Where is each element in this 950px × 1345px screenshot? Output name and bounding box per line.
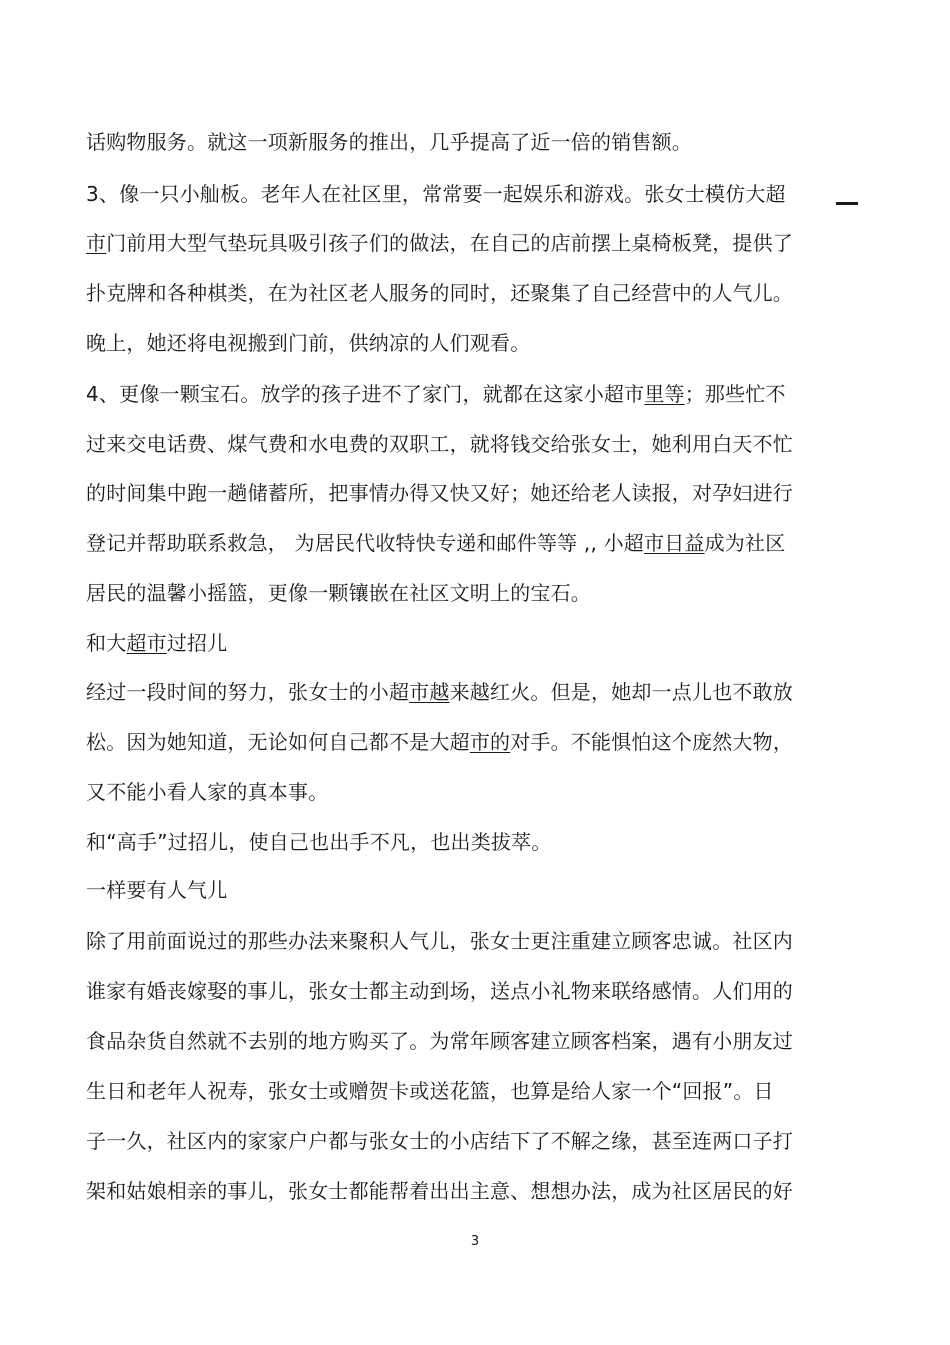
text-segment: 食品杂货自然就不去别的地方购买了。为常年顾客建立顾客档案，遇有小朋友过 xyxy=(86,1029,793,1053)
text-segment: 3、像一只小舢板。老年人在社区里，常常要一起娱乐和游戏。张女士模仿大超 xyxy=(86,182,786,206)
text-line xyxy=(86,678,793,706)
text-segment: 生日和老年人祝寿，张女士或赠贺卡或送花篮，也算是给人家一个“回报”。日 xyxy=(86,1079,774,1103)
text-line xyxy=(86,479,793,507)
underlined-text: 超市 xyxy=(126,631,167,655)
text-segment: 经过一段时间的努力，张女士的小超 xyxy=(86,680,410,704)
text-segment: 来越红火。但是，她却一点儿也不敢放 xyxy=(449,680,794,704)
text-line xyxy=(86,1077,774,1105)
text-segment: 门前用大型气垫玩具吸引孩子们的做法，在自己的店前摆上桌椅板凳，提供了 xyxy=(106,231,794,255)
text-segment: 扑克牌和各种棋类，在为社区老人服务的同时，还聚集了自己经营中的人气儿。 xyxy=(86,281,793,305)
text-line xyxy=(86,128,692,156)
text-segment: 松。因为她知道，无论如何自己都不是大超 xyxy=(86,730,470,754)
text-line xyxy=(86,430,793,458)
text-segment: 成为社区 xyxy=(704,531,786,555)
underlined-text: 里等 xyxy=(644,382,685,406)
text-segment: ；那些忙不 xyxy=(684,382,786,406)
text-segment: 4、更像一颗宝石。放学的孩子进不了家门，就都在这家小超市 xyxy=(86,382,645,406)
text-segment: 和“高手”过招儿，使自己也出手不凡，也出类拔萃。 xyxy=(86,830,552,854)
text-segment: 的时间集中跑一趟储蓄所，把事情办得又快又好；她还给老人读报，对孕妇进行 xyxy=(86,481,793,505)
text-line xyxy=(86,579,591,607)
text-segment: 过来交电话费、煤气费和水电费的双职工，就将钱交给张女士，她利用白天不忙 xyxy=(86,432,793,456)
text-segment: 子一久，社区内的家家户户都与张女士的小店结下了不解之缘，甚至连两口子打 xyxy=(86,1129,793,1153)
text-line xyxy=(86,180,786,208)
page-number: 3 xyxy=(470,1234,480,1249)
text-line xyxy=(86,728,793,756)
text-line xyxy=(86,279,793,307)
text-segment: 话购物服务。就这一项新服务的推出，几乎提高了近一倍的销售额。 xyxy=(86,130,692,154)
text-line xyxy=(86,1177,793,1205)
text-segment: 谁家有婚丧嫁娶的事儿，张女士都主动到场，送点小礼物来联络感情。人们用的 xyxy=(86,979,793,1003)
text-line xyxy=(86,927,793,955)
text-line xyxy=(86,778,328,806)
text-line xyxy=(86,876,227,904)
text-line xyxy=(86,529,785,557)
text-line xyxy=(86,380,786,408)
text-segment: 和大 xyxy=(86,631,127,655)
text-segment: 又不能小看人家的真本事。 xyxy=(86,780,329,804)
text-segment: 一样要有人气儿 xyxy=(86,878,228,902)
underlined-text: 市的 xyxy=(469,730,511,754)
text-segment: 除了用前面说过的那些办法来聚积人气儿，张女士更注重建立顾客忠诚。社区内 xyxy=(86,929,793,953)
text-line xyxy=(86,329,530,357)
text-segment: 居民的温馨小摇篮，更像一颗镶嵌在社区文明上的宝石。 xyxy=(86,581,591,605)
text-segment: 架和姑娘相亲的事儿，张女士都能帮着出出主意、想想办法，成为社区居民的好 xyxy=(86,1179,793,1203)
text-line xyxy=(86,229,793,257)
underlined-text: 市越 xyxy=(409,680,450,704)
text-segment: 对手。不能惧怕这个庞然大物， xyxy=(510,730,794,754)
text-line xyxy=(86,828,552,856)
text-line xyxy=(86,977,793,1005)
text-line xyxy=(86,1127,793,1155)
text-segment: 过招儿 xyxy=(166,631,228,655)
underlined-text: 市日益 xyxy=(644,531,705,555)
text-line xyxy=(86,1027,793,1055)
margin-dash-mark xyxy=(836,202,858,205)
text-segment: 登记并帮助联系救急， 为居民代收特快专递和邮件等等 ,, 小超 xyxy=(86,531,644,555)
text-line xyxy=(86,629,227,657)
text-segment: 晚上，她还将电视搬到门前，供纳凉的人们观看。 xyxy=(86,331,531,355)
underlined-text: 市 xyxy=(86,231,107,255)
